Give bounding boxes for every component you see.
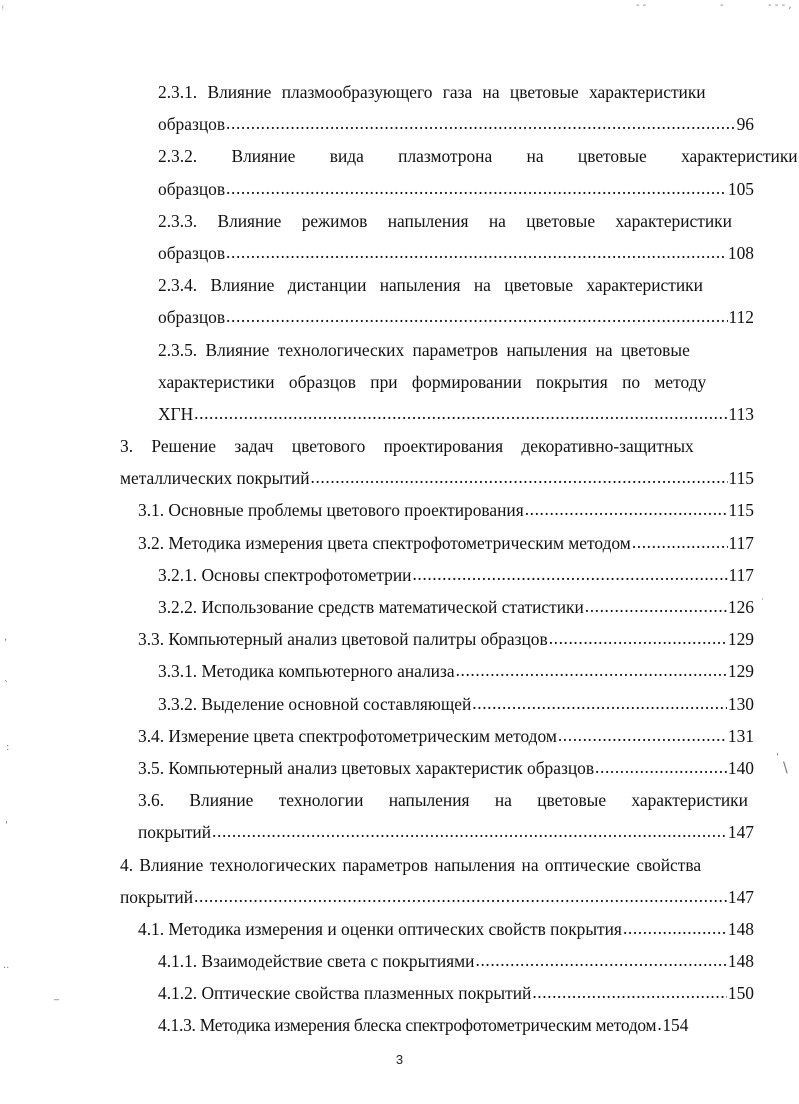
toc-entry-text (158, 334, 754, 366)
leader-dots (585, 590, 727, 622)
leader-dots (194, 397, 727, 429)
page-number: 3 (395, 1052, 404, 1067)
toc-page-number: 112 (728, 307, 754, 328)
toc-entry-3-4[interactable] (0, 720, 799, 752)
toc-entry-title-cont: покрытий (120, 886, 194, 907)
toc-entry-4-1-2[interactable] (0, 977, 799, 1009)
leader-dots (456, 654, 727, 686)
toc-entry-2-3-2[interactable] (0, 140, 799, 204)
toc-page-number: 147 (727, 886, 754, 907)
toc-page-number: 108 (727, 242, 754, 263)
toc-page-number: 150 (727, 983, 754, 1004)
toc-page-number: 115 (728, 500, 754, 521)
toc-entry-title: 4. Влияние технологических параметров напыления на оптические свойства (120, 854, 702, 875)
toc-entry-3-3-1[interactable] (0, 655, 799, 687)
leader-dots (595, 751, 727, 783)
leader-dots (212, 815, 727, 847)
toc-entry-text (120, 849, 754, 881)
toc-page-number: 140 (727, 757, 754, 778)
leader-dots (226, 172, 727, 204)
toc-entry-title: 3.2.2. Использование средств математической статистики (158, 597, 584, 617)
toc-entry-title: 3.4. Измерение цвета спектрофотометрическим методом (138, 725, 557, 746)
toc-entry-text (158, 76, 754, 108)
toc-entry-text (158, 366, 754, 398)
toc-entry-title: 3.3.1. Методика компьютерного анализа (158, 661, 455, 682)
toc-entry-title: 4.1.3. Методика измерения блеска спектрофотометрическим методом (158, 1015, 657, 1036)
toc-entry-3-2[interactable] (0, 527, 799, 559)
toc-entry-title: 2.3.4. Влияние дистанции напыления на цветовые характеристики (158, 275, 703, 296)
leader-dots (476, 944, 727, 976)
toc-entry-4-1[interactable] (0, 913, 799, 945)
toc-entry-text (158, 269, 754, 301)
toc-page-number: 154 (662, 1015, 689, 1036)
leader-dots (623, 912, 727, 944)
leader-dots (532, 976, 727, 1008)
toc-entry-2-3-1[interactable] (0, 76, 799, 140)
toc-entry-2-3-5[interactable] (0, 334, 799, 431)
toc-entry-title: 4.1.1. Взаимодействие света с покрытиями (158, 951, 475, 972)
toc-entry-title-cont: характеристики образцов при формировании покрытия по методу (158, 371, 707, 392)
toc-entry-3-3-2[interactable] (0, 688, 799, 720)
toc-page-number: 148 (727, 918, 754, 939)
toc-entry-2-3-4[interactable] (0, 269, 799, 333)
toc-entry-title: 2.3.1. Влияние плазмообразующего газа на цветовые характеристики (158, 82, 706, 102)
toc-entry-title: 3.6. Влияние технологии напыления на цветовые характеристики (138, 790, 748, 811)
toc-entry-title-cont: образцов (158, 307, 226, 328)
toc-entry-title-cont: образцов (158, 114, 226, 135)
toc-page-number: 126 (727, 597, 754, 617)
toc-entry-text (120, 430, 754, 462)
toc-entry-title: 4.1. Методика измерения и оценки оптических свойств покрытия (138, 918, 622, 939)
leader-dots (657, 1008, 661, 1040)
toc-page-number: 117 (728, 532, 754, 553)
toc-entry-title: 4.1.2. Оптические свойства плазменных покрытий (158, 983, 532, 1004)
toc-entry-title-cont: металлических покрытий (120, 468, 310, 489)
leader-dots (226, 107, 736, 139)
toc-entry-3-2-1[interactable] (0, 559, 799, 591)
toc-page-number: 131 (727, 725, 754, 746)
leader-dots (472, 687, 727, 719)
toc-entry-text (138, 784, 754, 816)
toc-entry-3-2-2[interactable] (0, 591, 799, 623)
toc-entry-text (158, 140, 798, 172)
toc-entry-title: 3.2.1. Основы спектрофотометрии (158, 564, 412, 585)
leader-dots (632, 526, 728, 558)
toc-page-number: 129 (727, 661, 754, 682)
toc-page-number: 117 (728, 564, 754, 585)
leader-dots (311, 461, 728, 493)
toc-entry-title-cont: образцов (158, 242, 226, 263)
toc-page-number: 148 (727, 951, 754, 972)
toc-entry-3-1[interactable] (0, 494, 799, 526)
leader-dots (412, 558, 727, 590)
toc-entry-3[interactable] (0, 430, 799, 494)
toc-entry-3-6[interactable] (0, 784, 799, 848)
toc-entry-title: 3.2. Методика измерения цвета спектрофотометрическим методом (138, 532, 631, 553)
leader-dots (549, 622, 727, 654)
toc-entry-3-5[interactable] (0, 752, 799, 784)
leader-dots (226, 236, 727, 268)
toc-page-number: 115 (728, 468, 754, 489)
document-page: ᵎ - - - - - - , ˙ ' \ , ` : ' .. _ 2.3.1. Влияние плазмообразующего газа на цветовые характеристики образцов ..... 96 2.3.2. Влияние вида плазмотрона на цветовые характеристики образцов ..... 105 2.3.3. Влияние режимов напыления на цветовые характеристики образцов ..... 108 2.3.4. Влияние дистанции напыления на цветовые характеристики образцов ..... 112 2.3.5. Влияние технологических параметров напыления на цветовые характеристики образцов при формировании покрытия по методу ХГН ..... 113 3. Решение задач цветового проектирования декоративно-защитных металлических покрытий ..... 115 3.1. Основные проблемы цветового проектирования ..... 115 3.2. Методика измерения цвета спектрофотометрическим методом ..... 117 3.2.1. Основы спектрофотометрии ..... 117 3.2.2. Использование средств математической статистики ..... 126 3.3. Компьютерный анализ цветовой палитры образцов ..... 129 3.3.1. Методика компьютерного анализа ..... 129 3.3.2. Выделение основной составляющей ..... 130 3.4. Измерение цвета спектрофотометрическим методом ..... 131 3.5. Компьютерный анализ цветовых характеристик образцов ..... 140 3.6. Влияние технологии напыления на цветовые характеристики покрытий ..... 147 4. Влияние технологических параметров напыления на оптические свойства покрытий ..... 147 4.1. Методика измерения и оценки оптических свойств покрытия ..... 148 4.1.1. Взаимодействие света с покрытиями ..... 148 4.1.2. Оптические свойства плазменных покрытий ..... 150 4.1.3. Методика измерения блеска спектрофотометрическим методом ..... 154 3 (0, 0, 799, 1104)
toc-page-number: 105 (727, 178, 754, 199)
toc-entry-4-1-1[interactable] (0, 945, 799, 977)
leader-dots (194, 880, 727, 912)
toc-entry-title: 3.3. Компьютерный анализ цветовой палитры образцов (138, 629, 548, 650)
leader-dots (558, 719, 727, 751)
toc-entry-text (158, 205, 754, 237)
toc-entry-title: 2.3.3. Влияние режимов напыления на цветовые характеристики (158, 210, 732, 231)
toc-entry-title-cont: ХГН (158, 403, 194, 424)
table-of-contents (0, 76, 799, 1042)
toc-entry-title: 3. Решение задач цветового проектирования декоративно-защитных (120, 436, 694, 457)
leader-dots (226, 300, 728, 332)
toc-page-number: 113 (728, 403, 754, 424)
toc-entry-title: 2.3.2. Влияние вида плазмотрона на цветовые характеристики (158, 146, 798, 167)
toc-entry-3-3[interactable] (0, 623, 799, 655)
toc-entry-title: 2.3.5. Влияние технологических параметров напыления на цветовые (158, 339, 690, 360)
toc-page-number: 130 (727, 693, 754, 714)
leader-dots (525, 493, 728, 525)
toc-entry-4-1-3[interactable] (0, 1009, 799, 1041)
toc-entry-title: 3.5. Компьютерный анализ цветовых характеристик образцов (138, 757, 595, 778)
toc-page-number: 147 (727, 822, 754, 843)
toc-entry-title-cont: покрытий (138, 822, 212, 843)
toc-page-number: 129 (727, 629, 754, 650)
toc-entry-title: 3.3.2. Выделение основной составляющей (158, 693, 472, 714)
toc-entry-4[interactable] (0, 849, 799, 913)
toc-page-number: 96 (736, 114, 754, 135)
toc-entry-title-cont: образцов (158, 178, 226, 199)
toc-entry-2-3-3[interactable] (0, 205, 799, 269)
toc-entry-title: 3.1. Основные проблемы цветового проектирования (138, 500, 524, 521)
